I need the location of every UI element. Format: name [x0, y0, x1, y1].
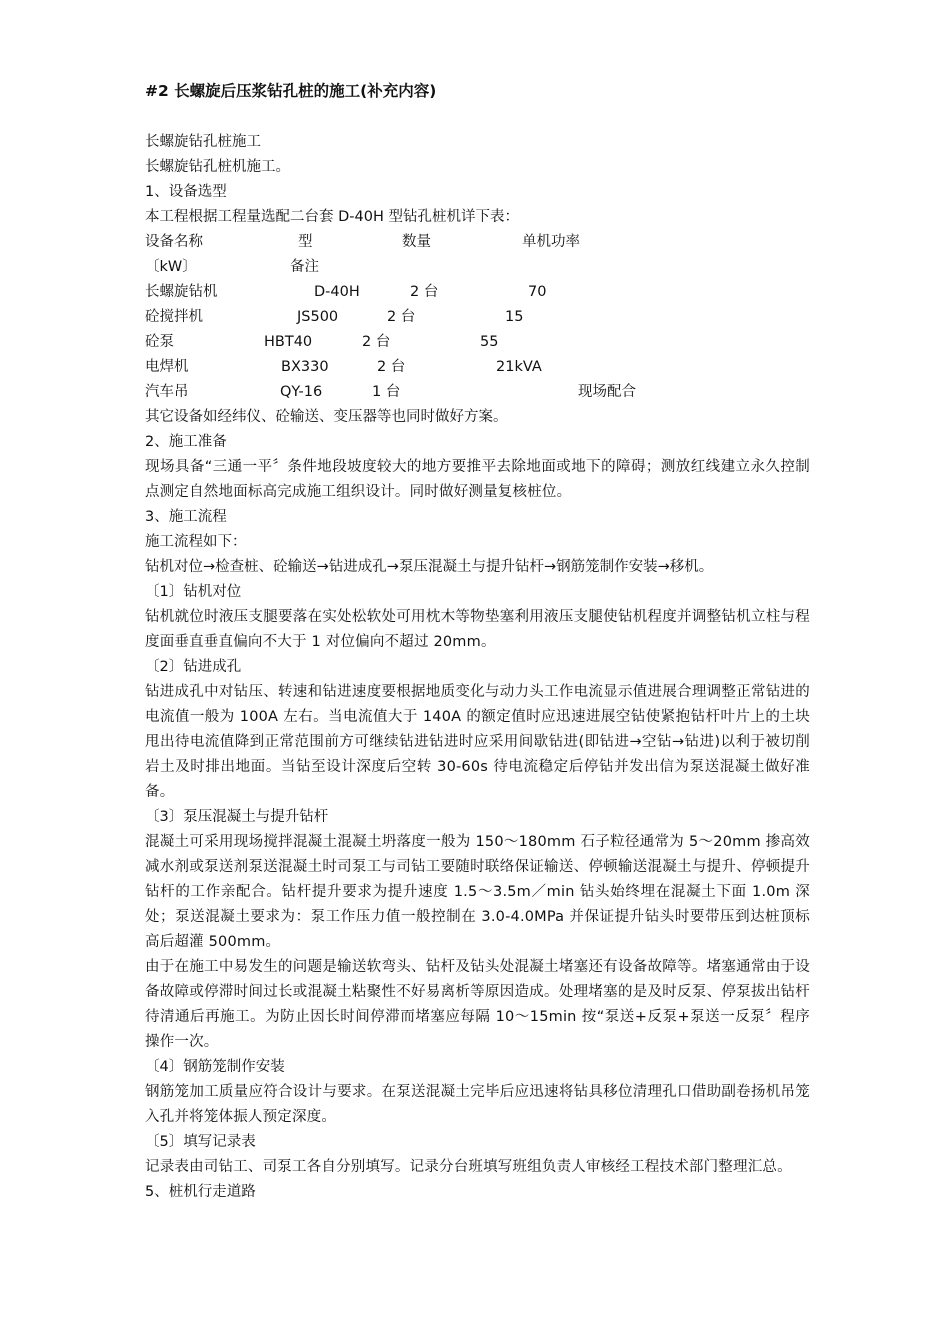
table-header-cell: 单机功率 — [522, 234, 580, 250]
table-row — [145, 280, 810, 305]
subsection-2-heading: 〔2〕钻进成孔 — [145, 659, 242, 675]
heading-pile-machine: 长螺旋钻孔桩机施工。 — [145, 159, 290, 175]
section-3-heading: 3、施工流程 — [145, 509, 227, 525]
table-row — [145, 355, 810, 380]
table-header-cell: 数量 — [402, 234, 431, 250]
section-3-intro: 施工流程如下： — [145, 534, 247, 550]
table-cell: 电焊机 — [145, 359, 189, 375]
table-header-continued — [145, 255, 810, 280]
table-cell: BX330 — [281, 359, 329, 375]
document-title: #2 长螺旋后压浆钻孔桩的施工(补充内容) — [145, 82, 437, 100]
section-5-heading: 5、桩机行走道路 — [145, 1184, 256, 1200]
table-header-cell: 〔kW〕 — [145, 259, 197, 275]
subsection-3-heading: 〔3〕泵压混凝土与提升钻杆 — [145, 809, 329, 825]
document-page — [145, 80, 810, 1205]
section-1-note: 其它设备如经纬仪、砼输送、变压器等也同时做好方案。 — [145, 409, 508, 425]
table-cell: 2 台 — [377, 359, 406, 375]
table-cell: 长螺旋钻机 — [145, 284, 218, 300]
subsection-1-heading: 〔1〕钻机对位 — [145, 584, 242, 600]
table-cell: 现场配合 — [578, 384, 636, 400]
subsection-5-heading: 〔5〕填写记录表 — [145, 1134, 256, 1150]
table-header-cell: 型 — [298, 234, 313, 250]
section-3-flow: 钻机对位→检查桩、砼输送→钻进成孔→泵压混凝土与提升钻杆→钢筋笼制作安装→移机。 — [145, 559, 714, 575]
subsection-3-text-1: 混凝土可采用现场搅拌混凝土混凝土坍落度一般为 150～180mm 石子粒径通常为 5～20mm 掺高效减水剂或泵送剂泵送混凝土时司泵工与司钻工要随时联络保证输送、停顿输送混凝土与提升、停顿提升钻杆的工作亲配合。钻杆提升要求为提升速度 1.5～3.5m／min 钻头始终埋在混凝土下面 1.0m 深处；泵送混凝土要求为：泵工作压力值一般控制在 3.0-4.0MPa 并保证提升钻头时要带压到达桩顶标高后超灌 500mm。 — [145, 834, 810, 950]
table-cell: 21kVA — [496, 359, 542, 375]
section-2-text: 现场具备“三通一平〞条件地段坡度较大的地方要推平去除地面或地下的障碍；测放红线建立永久控制点测定自然地面标高完成施工组织设计。同时做好测量复核桩位。 — [145, 459, 810, 500]
equipment-table — [145, 230, 810, 405]
table-cell: 1 台 — [372, 384, 401, 400]
table-header-cell: 设备名称 — [145, 234, 203, 250]
table-cell: 55 — [480, 334, 499, 350]
section-1-intro: 本工程根据工程量选配二台套 D-40H 型钻孔桩机详下表： — [145, 209, 519, 225]
section-1-heading: 1、设备选型 — [145, 184, 227, 200]
table-cell: 70 — [528, 284, 547, 300]
table-cell: 2 台 — [362, 334, 391, 350]
subsection-2-text: 钻进成孔中对钻压、转速和钻进速度要根据地质变化与动力头工作电流显示值进展合理调整正常钻进的电流值一般为 100A 左右。当电流值大于 140A 的额定值时应迅速进展空钻使紧抱钻杆叶片上的土块甩出待电流值降到正常范围前方可继续钻进钻进时应采用间歇钻进(即钻进→空钻→钻进)以利于被切削岩土及时排出地面。当钻至设计深度后空转 30-60s 待电流稳定后停钻并发出信为泵送混凝土做好准备。 — [145, 684, 810, 800]
table-cell: JS500 — [297, 309, 339, 325]
subsection-4-text: 钢筋笼加工质量应符合设计与要求。在泵送混凝土完毕后应迅速将钻具移位清理孔口借助副卷扬机吊笼入孔并将笼体振人预定深度。 — [145, 1084, 810, 1125]
table-cell: 2 台 — [410, 284, 439, 300]
subsection-4-heading: 〔4〕钢筋笼制作安装 — [145, 1059, 285, 1075]
table-header — [145, 230, 810, 255]
table-cell: HBT40 — [264, 334, 313, 350]
table-cell: 砼泵 — [145, 334, 174, 350]
subsection-1-text: 钻机就位时液压支腿要落在实处松软处可用枕木等物垫塞利用液压支腿使钻机程度并调整钻机立柱与程度面垂直垂直偏向不大于 1 对位偏向不超过 20mm。 — [145, 609, 810, 650]
section-2-heading: 2、施工准备 — [145, 434, 227, 450]
table-cell: 汽车吊 — [145, 384, 189, 400]
subsection-5-text: 记录表由司钻工、司泵工各自分别填写。记录分台班填写班组负责人审核经工程技术部门整理汇总。 — [145, 1159, 792, 1175]
table-cell: 砼搅拌机 — [145, 309, 203, 325]
table-row — [145, 380, 810, 405]
heading-long-spiral-pile: 长螺旋钻孔桩施工 — [145, 134, 261, 150]
table-header-cell: 备注 — [290, 259, 319, 275]
table-row — [145, 330, 810, 355]
table-cell: 15 — [505, 309, 524, 325]
table-cell: QY-16 — [280, 384, 323, 400]
subsection-3-text-2: 由于在施工中易发生的问题是输送软弯头、钻杆及钻头处混凝土堵塞还有设备故障等。堵塞通常由于设备故障或停滞时间过长或混凝土粘聚性不好易离析等原因造成。处理堵塞的是及时反泵、停泵拔出钻杆待清通后再施工。为防止因长时间停滞而堵塞应每隔 10～15min 按“泵送+反泵+泵送一反泵〞程序操作一次。 — [145, 959, 810, 1050]
table-cell: D-40H — [314, 284, 360, 300]
table-row — [145, 305, 810, 330]
table-cell: 2 台 — [387, 309, 416, 325]
